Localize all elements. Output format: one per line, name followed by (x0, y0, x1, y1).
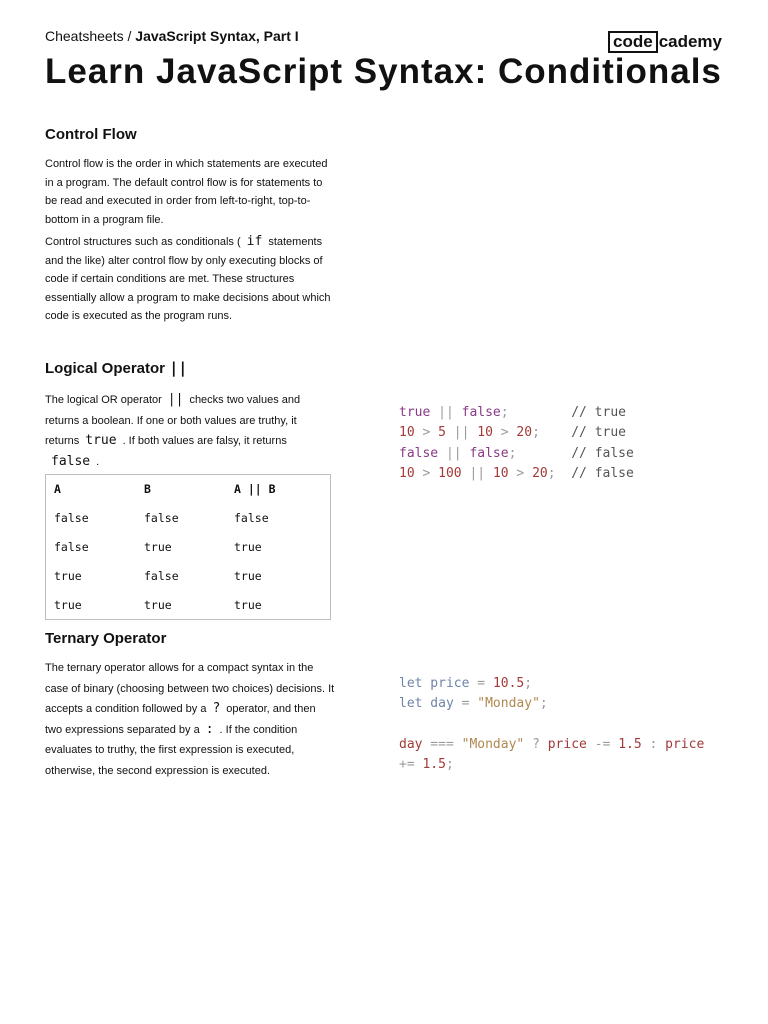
table-cell: true (234, 568, 262, 583)
inline-code-if: if (246, 234, 263, 249)
table-cell: true (234, 597, 262, 612)
truth-table (45, 474, 331, 620)
code-line: day === "Monday" ? price -= 1.5 : price (399, 736, 705, 752)
ternary-description: The ternary operator allows for a compact syntax in the case of binary (choosing between two choices) decisions. It accepts a condition followed by a ? operator, and then two expressions separated by a : . If the condition evaluates to truthy, the first expression is executed, otherwise, the second expression is executed. (45, 662, 335, 777)
table-cell: true (54, 568, 82, 583)
inline-code-question: ? (212, 701, 221, 716)
logo-code: code (608, 31, 658, 53)
table-cell: false (234, 510, 269, 525)
table-header: A (54, 482, 61, 496)
table-row (46, 532, 276, 561)
table-cell: true (144, 597, 172, 612)
table-cell: true (54, 597, 82, 612)
breadcrumb-current: JavaScript Syntax, Part I (135, 28, 299, 44)
inline-code-true: true (85, 433, 117, 448)
logical-or-code-block (399, 403, 634, 484)
ternary-code-block (399, 674, 704, 775)
table-cell: true (144, 539, 172, 554)
codecademy-logo[interactable] (608, 31, 722, 53)
code-line-blank (399, 715, 704, 735)
code-line: true || false; // true (399, 405, 626, 420)
table-header: B (144, 482, 151, 496)
table-cell: false (54, 510, 89, 525)
control-flow-paragraph-1: Control flow is the order in which statements are executed in a program. The default control flow is for statements to be read and executed in order from left-to-right, top-to-bottom in a program file. (45, 158, 328, 226)
logo-cademy: cademy (658, 32, 723, 51)
table-cell: false (144, 568, 179, 583)
table-row (46, 503, 276, 532)
code-line: 10 > 5 || 10 > 20; // true (399, 425, 626, 441)
table-cell: false (144, 510, 179, 525)
table-cell: false (54, 539, 89, 554)
inline-code-false: false (51, 453, 91, 469)
code-line: false || false; // false (399, 445, 634, 461)
table-header-row (46, 475, 276, 503)
table-cell: true (234, 539, 262, 554)
inline-code-colon: : (205, 721, 214, 737)
code-line: += 1.5; (399, 757, 454, 773)
breadcrumb-link[interactable]: Cheatsheets / (45, 28, 136, 44)
control-flow-heading: Control Flow (45, 126, 137, 143)
code-line: 10 > 100 || 10 > 20; // false (399, 465, 634, 481)
control-flow-paragraph-2: Control structures such as conditionals ( if statements and the like) alter control flow by only executing blocks of code if certain conditions are met. These structures essentially allow a program to make decisions about which code is executed as the program runs. (45, 234, 331, 322)
code-line: let price = 10.5; (399, 676, 533, 691)
page-title: Learn JavaScript Syntax: Conditionals (45, 52, 722, 91)
ternary-heading: Ternary Operator (45, 630, 167, 647)
control-flow-section (45, 155, 335, 326)
breadcrumb (45, 28, 299, 44)
logical-or-heading: Logical Operator || (45, 359, 188, 377)
inline-code-or: || (167, 392, 184, 407)
code-line: let day = "Monday"; (399, 696, 548, 712)
logical-or-description: The logical OR operator || checks two values and returns a boolean. If one or both values are truthy, it returns true . If both values are falsy, it returns false . (45, 392, 301, 469)
table-row (46, 561, 276, 590)
table-header: A || B (234, 482, 276, 496)
table-row (46, 590, 276, 619)
